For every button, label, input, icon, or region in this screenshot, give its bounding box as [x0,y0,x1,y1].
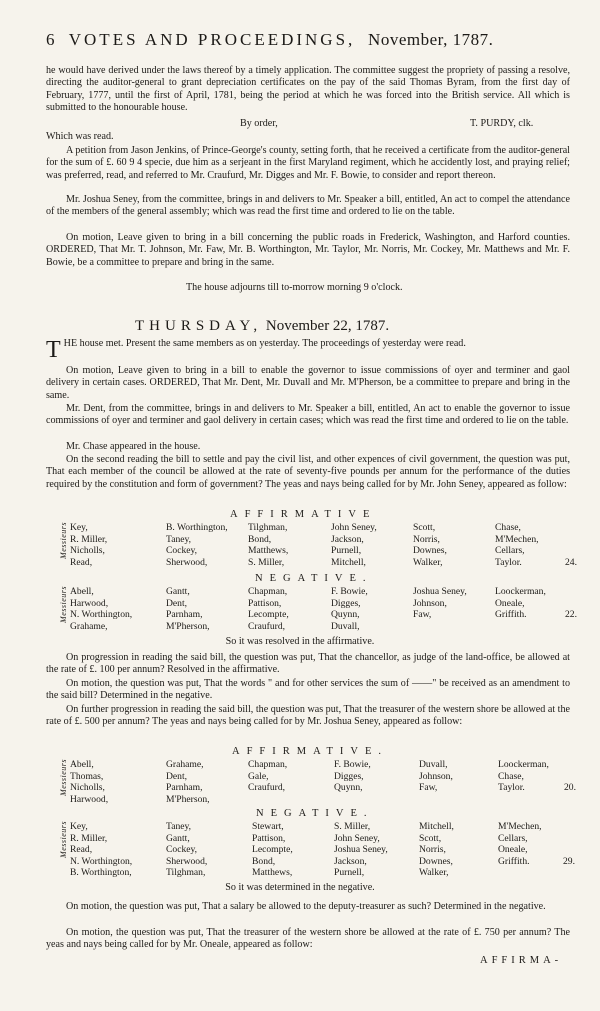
running-header [46,30,493,50]
page-number: 6 [46,30,55,49]
vote1-negative-total: 22. [565,609,577,620]
vote2-affirmative-heading: AFFIRMATIVE. [232,746,389,757]
messieurs-label: Messieurs [59,759,68,796]
clerk-signature: T. PURDY, clk. [470,118,534,129]
paragraph-public-roads: On motion, Leave given to bring in a bill concerning the public roads in Frederick, Washington, and Harford counties. ORDERED, That Mr. T. Johnson, Mr. Faw, Mr. B. Worthington, Mr. Taylor, Mr. Norris, Mr. Cockey, Mr. Matthews and Mr. F. Bowie, be a committee to prepare and bring in the same. [46,232,570,268]
vote1-negative-list: Messieurs Abell, Harwood, N. Worthington, Grahame, Gantt, Dent, Parnham, M'Pherson, Chapman, Pattison, Lecompte, Craufurd, F. Bowie, Digges, Quynn, Duvall, Joshua Seney, Johnson, Faw, Loockerman, Oneale, Griffith. [59,586,546,632]
paragraph-oyer-terminer: On motion, Leave given to bring in a bill to enable the governor to issue commissions of oyer and terminer and gaol delivery in certain cases. ORDERED, That Mr. Dent, Mr. Duvall and Mr. M'Pherson, be a committee to prepare and bring in the same. [46,365,570,401]
paragraph-jenkins-petition: A petition from Jason Jenkins, of Prince-George's county, setting forth, that he received a certificate from the auditor-general for the sum of £. 60 9 4 specie, due him as a serjeant in the first Maryland regiment, which he accidently lost, and praying relief; was preferred, read, and referred to Mr. Craufurd, Mr. Digges and Mr. F. Bowie, to consider and report thereon. [46,145,570,181]
adjournment: The house adjourns till to-morrow morning 9 o'clock. [186,282,403,293]
by-order: By order, [240,118,278,129]
messieurs-label: Messieurs [59,522,68,559]
vote2-negative-heading: NEGATIVE. [256,808,374,819]
vote2-affirmative-list: Messieurs Abell, Thomas, Nicholls, Harwood, Grahame, Dent, Parnham, M'Pherson, Chapman, Gale, Craufurd, F. Bowie, Digges, Quynn, Duvall, Johnson, Faw, Loockerman, Chase, Taylor. [59,759,549,805]
vote2-result: So it was determined in the negative. [225,882,375,893]
messieurs-label: Messieurs [59,586,68,623]
vote1-affirmative-total: 24. [565,557,577,568]
paragraph-dent-bill: Mr. Dent, from the committee, brings in and delivers to Mr. Speaker a bill, entitled, An act to enable the governor to issue commissions of oyer and terminer and gaol delivery in certain cases; which was read the first time and ordered to lie on the table. [46,403,570,427]
catchword: AFFIRMA- [480,955,563,966]
running-title: VOTES AND PROCEEDINGS, [68,30,356,49]
paragraph-deputy-treasurer: On motion, the question was put, That a salary be allowed to the deputy-treasurer as such? Determined in the negative. [66,901,546,912]
paragraph-chancellor: On progression in reading the said bill, the question was put, That the chancellor, as judge of the land-office, be allowed at the rate of £. 100 per annum? Resolved in the affirmative. [46,652,570,676]
paragraph-seney-bill: Mr. Joshua Seney, from the committee, brings in and delivers to Mr. Speaker a bill, entitled, An act to compel the attendance of the members of the general assembly; which was read the first time and ordered to lie on the table. [46,194,570,218]
vote1-affirmative-list: Messieurs Key, R. Miller, Nicholls, Read, B. Worthington, Taney, Cockey, Sherwood, Tilghman, Bond, Matthews, S. Miller, John Seney, Jackson, Purnell, Mitchell, Scott, Norris, Downes, Walker, Chase, M'Mechen, Cellars, Taylor. [59,522,539,568]
vote2-negative-list: Messieurs Key, R. Miller, Read, N. Worthington, B. Worthington, Taney, Gantt, Cockey, Sherwood, Tilghman, Stewart, Pattison, Lecompte, Bond, Matthews, S. Miller, John Seney, Joshua Seney, Jackson, Purnell, Mitchell, Scott, Norris, Downes, Walker, M'Mechen, Cellars, Oneale, Griffith. [59,821,542,879]
vote2-negative-total: 29. [563,856,575,867]
header-date: November, 1787. [368,30,494,49]
paragraph-treasurer-500: On further progression in reading the said bill, the question was put, That the treasurer of the western shore be allowed at the rate of £. 500 per annum? The yeas and nays being called for by Mr. Joshua Seney, appeared as follow: [46,704,570,728]
vote1-negative-heading: NEGATIVE. [255,573,373,584]
paragraph-amendment: On motion, the question was put, That the words " and for other services the sum of ——" be received as an amendment to the said bill? Determined in the negative. [46,678,570,702]
vote1-result: So it was resolved in the affirmative. [225,636,375,647]
which-was-read: Which was read. [46,131,114,142]
paragraph-house-met: THE house met. Present the same members as on yesterday. The proceedings of yesterday were read. [46,337,466,363]
messieurs-label: Messieurs [59,821,68,858]
vote2-affirmative-total: 20. [564,782,576,793]
intro-paragraph: he would have derived under the laws thereof by a timely application. The committee suggest the propriety of passing a resolve, directing the auditor-general to grant depreciation certificates on the pay of the said Thomas Byram, from the first day of February, 1777, until the first of April, 1781, being the period at which he was forced into the British service. All which is submitted to the honourable house. [46,65,570,114]
paragraph-treasurer-750: On motion, the question was put, That the treasurer of the western shore be allowed at the rate of £. 750 per annum? The yeas and nays being called for by Mr. Oneale, appeared as follow: [46,927,570,951]
drop-capital: T [46,337,61,363]
paragraph-civil-list: On the second reading the bill to settle and pay the civil list, and other expences of civil government, the question was put, That each member of the council be allowed at the rate of seventy-five pounds per annum for the performance of the duties required by the constitution and form of government? The yeas and nays being called for by Mr. John Seney, appeared as follow: [46,454,570,490]
day-heading: THURSDAY, November 22, 1787. [135,318,390,334]
paragraph-chase-appeared: Mr. Chase appeared in the house. [66,441,201,452]
vote1-affirmative-heading: AFFIRMATIVE [230,509,377,520]
